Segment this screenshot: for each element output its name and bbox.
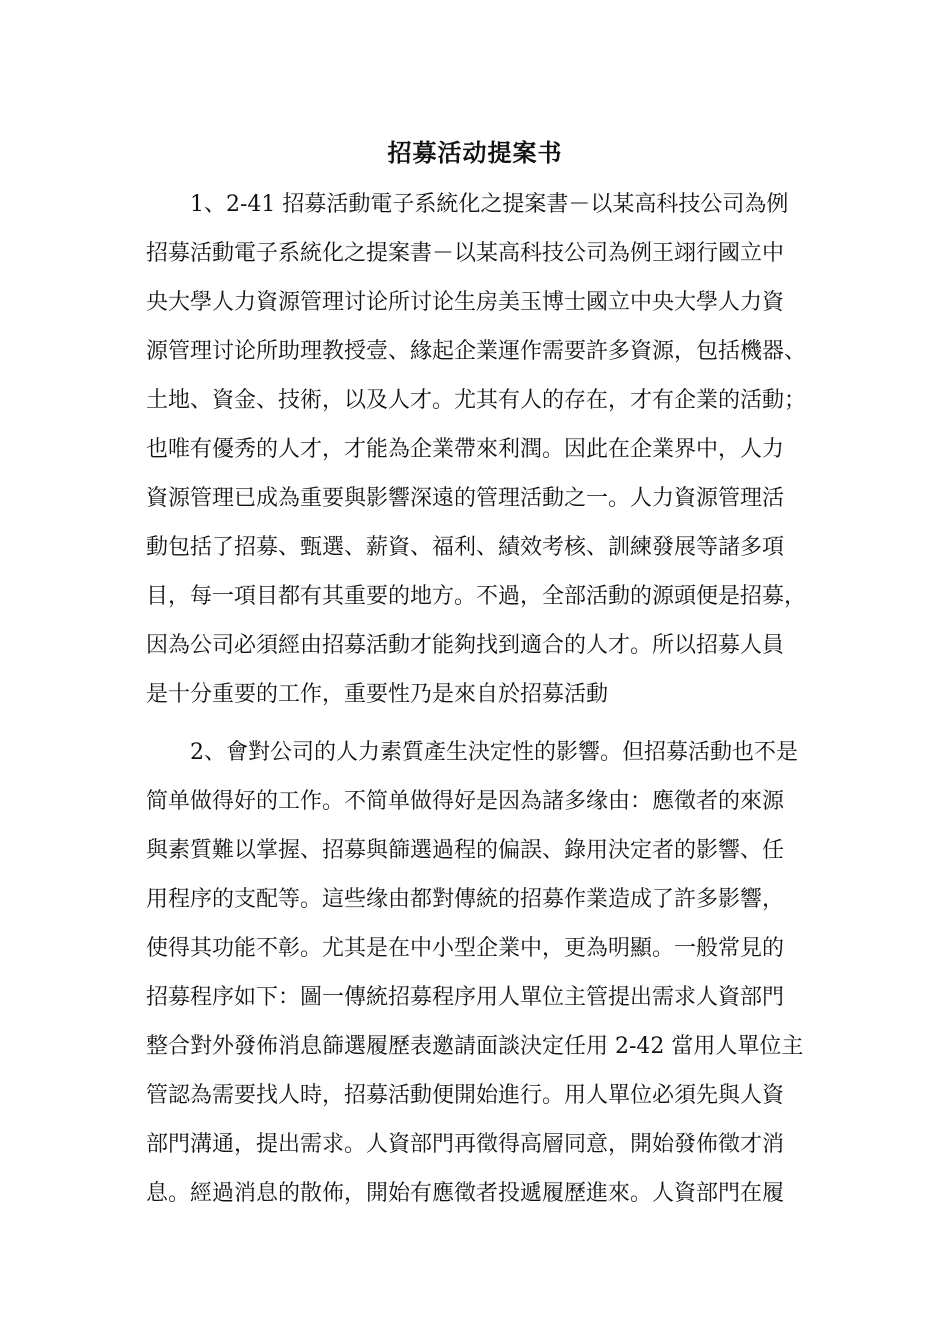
document-title: 招募活动提案书	[387, 138, 563, 167]
paragraph-line: 土地、資金、技術，以及人才。尤其有人的存在，才有企業的活動；	[146, 388, 807, 413]
paragraph-line: 息。經過消息的散佈，開始有應徵者投遞履歷進來。人資部門在履	[146, 1181, 785, 1206]
paragraph-line: 目，每一項目都有其重要的地方。不過，全部活動的源頭便是招募，	[146, 584, 807, 609]
paragraph-line: 動包括了招募、甄選、薪資、福利、績效考核、訓練發展等諸多項	[146, 535, 785, 560]
paragraph-line: 招募活動電子系統化之提案書－以某高科技公司為例王翊行國立中	[146, 241, 785, 266]
paragraph-line: 用程序的支配等。這些缘由都對傳統的招募作業造成了許多影響，	[146, 887, 785, 912]
document-body	[146, 180, 810, 1218]
paragraph-gap	[146, 719, 810, 728]
paragraph-line: 整合對外發佈消息篩選履歷表邀請面談決定任用 2-42 當用人單位主	[146, 1034, 804, 1059]
paragraph-line: 部門溝通，提出需求。人資部門再徵得高層同意，開始發佈徵才消	[146, 1132, 785, 1157]
paragraph-line: 招募程序如下：圖一傳統招募程序用人單位主管提出需求人資部門	[146, 985, 785, 1010]
paragraph-1	[146, 180, 810, 719]
paragraph-line: 央大學人力資源管理讨论所讨论生房美玉博士國立中央大學人力資	[146, 290, 785, 315]
paragraph-line: 源管理讨论所助理教授壹、緣起企業運作需要許多資源，包括機器、	[146, 339, 807, 364]
paragraph-line: 2、會對公司的人力素質產生決定性的影響。但招募活動也不是	[190, 740, 798, 765]
paragraph-line: 是十分重要的工作，重要性乃是來自於招募活動	[146, 682, 609, 707]
paragraph-line: 简单做得好的工作。不简单做得好是因為諸多缘由：應徵者的來源	[146, 789, 785, 814]
paragraph-line: 因為公司必須經由招募活動才能夠找到適合的人才。所以招募人員	[146, 633, 785, 658]
paragraph-line: 與素質難以掌握、招募與篩選過程的偏誤、錄用決定者的影響、任	[146, 838, 785, 863]
paragraph-line: 1、2-41 招募活動電子系統化之提案書－以某高科技公司為例	[190, 192, 789, 217]
paragraph-line: 資源管理已成為重要與影響深遠的管理活動之一。人力資源管理活	[146, 486, 785, 511]
paragraph-line: 管認為需要找人時，招募活動便開始進行。用人單位必須先與人資	[146, 1083, 785, 1108]
paragraph-2	[146, 728, 810, 1218]
paragraph-line: 也唯有優秀的人才，才能為企業帶來利潤。因此在企業界中，人力	[146, 437, 785, 462]
paragraph-line: 使得其功能不彰。尤其是在中小型企業中，更為明顯。一般常見的	[146, 936, 785, 961]
